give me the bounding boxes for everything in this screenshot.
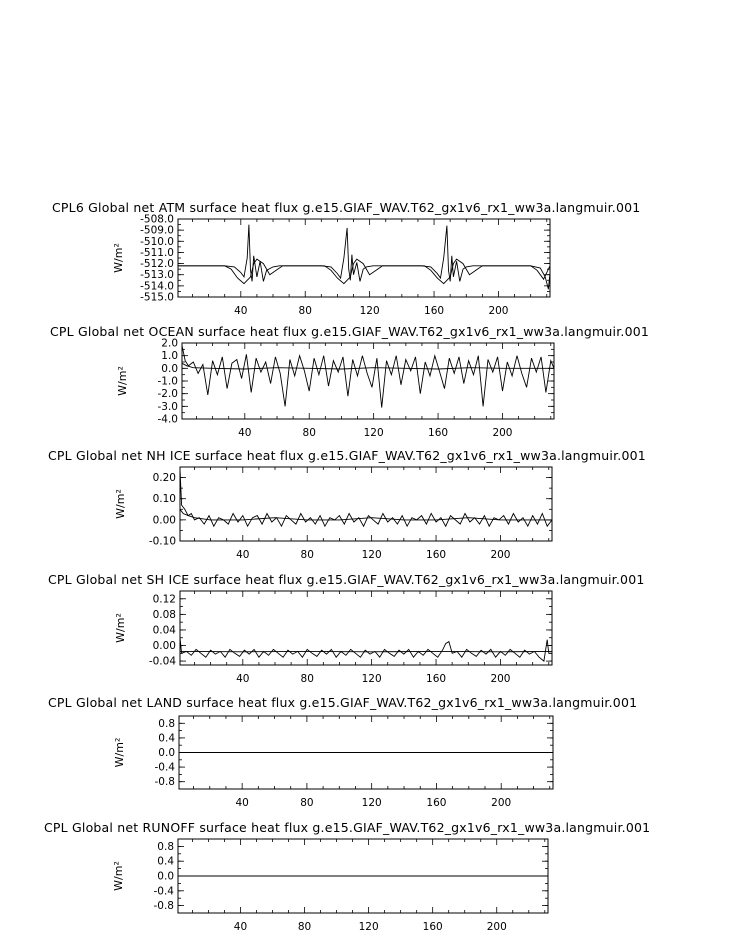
- series-line-1: [178, 225, 550, 290]
- y-tick-label: -508.0: [140, 213, 174, 226]
- chart-panel-2: [50, 324, 649, 439]
- series-line-1: [180, 638, 552, 661]
- y-axis-label: W/m²: [114, 489, 127, 519]
- x-tick-label: 80: [302, 427, 316, 439]
- series-line-1: [182, 346, 554, 408]
- y-tick-label: -1.0: [157, 375, 178, 388]
- y-tick-label: -0.04: [148, 655, 176, 668]
- chart-title: CPL Global net RUNOFF surface heat flux g.e15.GIAF_WAV.T62_gx1v6_rx1_ww3a.langmuir.001: [44, 820, 651, 835]
- x-tick-label: 200: [491, 797, 512, 809]
- y-tick-label: -0.8: [154, 776, 175, 789]
- plot-frame: [178, 219, 550, 297]
- y-tick-label: 0.4: [158, 732, 175, 745]
- y-tick-label: -513.0: [140, 269, 174, 282]
- x-tick-label: 160: [428, 427, 449, 439]
- y-tick-label: -510.0: [140, 235, 174, 248]
- chart-title: CPL Global net NH ICE surface heat flux g.e15.GIAF_WAV.T62_gx1v6_rx1_ww3a.langmuir.001: [48, 448, 646, 463]
- x-tick-label: 120: [363, 427, 384, 439]
- y-axis-label: W/m²: [116, 366, 129, 396]
- y-tick-label: 0.20: [152, 472, 176, 485]
- x-tick-label: 120: [358, 921, 379, 933]
- chart-panel-6: [44, 820, 650, 933]
- x-tick-label: 40: [238, 427, 252, 439]
- y-tick-label: 1.0: [161, 350, 178, 363]
- x-tick-label: 40: [236, 673, 250, 685]
- x-tick-label: 80: [300, 797, 314, 809]
- x-tick-label: 200: [490, 549, 511, 561]
- y-tick-label: -2.0: [157, 388, 178, 401]
- chart-title: CPL6 Global net ATM surface heat flux g.e15.GIAF_WAV.T62_gx1v6_rx1_ww3a.langmuir.001: [52, 200, 641, 215]
- x-tick-label: 80: [300, 673, 314, 685]
- x-tick-label: 80: [297, 921, 312, 933]
- x-tick-label: 200: [492, 427, 513, 439]
- y-axis-label: W/m²: [114, 613, 127, 643]
- y-tick-label: 0.10: [152, 493, 176, 506]
- chart-title: CPL Global net OCEAN surface heat flux g.e15.GIAF_WAV.T62_gx1v6_rx1_ww3a.langmuir.001: [50, 324, 650, 339]
- y-axis-label: W/m²: [112, 861, 125, 891]
- y-tick-label: -0.4: [153, 885, 174, 898]
- y-axis-label: W/m²: [113, 737, 126, 768]
- x-tick-label: 40: [235, 797, 249, 809]
- x-tick-label: 120: [361, 797, 382, 809]
- x-tick-label: 160: [426, 797, 447, 809]
- x-tick-label: 160: [424, 305, 445, 317]
- y-tick-label: 0.4: [157, 855, 174, 868]
- y-tick-label: -509.0: [140, 224, 174, 237]
- x-tick-label: 120: [361, 673, 382, 685]
- y-tick-label: 0.00: [152, 514, 176, 527]
- chart-panel-3: [48, 448, 646, 561]
- x-tick-label: 160: [426, 673, 447, 685]
- y-tick-label: 0.0: [157, 870, 174, 883]
- x-tick-label: 200: [490, 673, 511, 685]
- x-tick-label: 80: [298, 305, 312, 317]
- y-tick-label: -511.0: [140, 246, 174, 259]
- x-tick-label: 120: [361, 549, 382, 561]
- x-tick-label: 200: [486, 921, 507, 933]
- x-tick-label: 40: [236, 549, 250, 561]
- y-tick-label: -515.0: [140, 291, 174, 304]
- x-tick-label: 40: [233, 921, 248, 933]
- series-line-2: [178, 259, 550, 284]
- y-axis-label: W/m²: [112, 243, 125, 273]
- y-tick-label: 2.0: [161, 337, 178, 350]
- y-tick-label: 0.12: [152, 593, 176, 606]
- y-tick-label: 0.04: [152, 624, 176, 637]
- x-tick-label: 120: [359, 305, 380, 317]
- y-tick-label: -514.0: [140, 280, 174, 293]
- y-tick-label: 0.08: [152, 608, 176, 621]
- y-tick-label: -0.4: [154, 761, 175, 774]
- x-tick-label: 160: [422, 921, 443, 933]
- chart-panel-5: [48, 695, 637, 809]
- x-tick-label: 160: [426, 549, 447, 561]
- y-tick-label: 0.00: [152, 640, 176, 653]
- y-tick-label: -0.8: [153, 900, 174, 913]
- y-tick-label: 0.0: [161, 362, 178, 375]
- chart-panel-4: [48, 572, 645, 685]
- x-tick-label: 200: [488, 305, 509, 317]
- x-tick-label: 80: [300, 549, 314, 561]
- y-tick-label: 0.8: [157, 840, 174, 853]
- plot-frame: [180, 467, 552, 541]
- y-tick-label: -0.10: [148, 535, 176, 548]
- y-tick-label: 0.0: [158, 747, 175, 759]
- chart-title: CPL Global net LAND surface heat flux g.e15.GIAF_WAV.T62_gx1v6_rx1_ww3a.langmuir.001: [48, 695, 638, 710]
- y-tick-label: -512.0: [140, 258, 174, 271]
- x-tick-label: 40: [234, 305, 248, 317]
- y-tick-label: 0.8: [158, 717, 175, 730]
- plot-frame: [182, 343, 554, 419]
- chart-panel-1: [52, 200, 640, 317]
- y-tick-label: -4.0: [157, 413, 178, 426]
- chart-title: CPL Global net SH ICE surface heat flux g.e15.GIAF_WAV.T62_gx1v6_rx1_ww3a.langmuir.001: [48, 572, 645, 587]
- y-tick-label: -3.0: [157, 400, 178, 413]
